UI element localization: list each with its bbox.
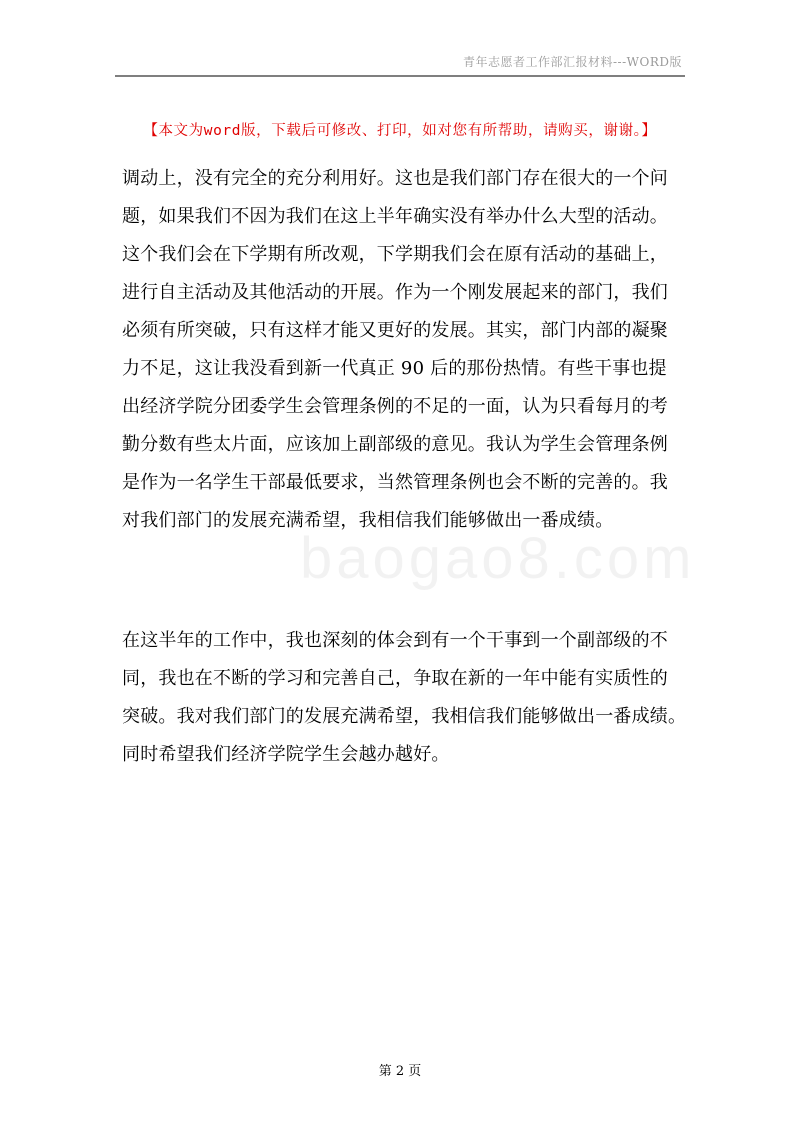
document-header-title: 青年志愿者工作部汇报材料---WORD版 <box>463 55 682 69</box>
paragraph-2 <box>122 622 686 774</box>
paragraph-line: 同，我也在不断的学习和完善自己，争取在新的一年中能有实质性的 <box>122 668 668 689</box>
paragraph-line: 勤分数有些太片面，应该加上副部级的意见。我认为学生会管理条例 <box>122 434 668 455</box>
paragraph-line: 是作为一名学生干部最低要求，当然管理条例也会不断的完善的。我 <box>122 472 668 493</box>
paragraph-line: 同时希望我们经济学院学生会越办越好。 <box>122 744 450 765</box>
paragraph-line: 进行自主活动及其他活动的开展。作为一个刚发展起来的部门，我们 <box>122 282 668 303</box>
header-divider <box>115 75 685 77</box>
paragraph-1 <box>122 160 686 540</box>
paragraph-line: 题，如果我们不因为我们在这上半年确实没有举办什么大型的活动。 <box>122 206 668 227</box>
watermark: baogao8.com <box>300 526 696 591</box>
paragraph-line: 必须有所突破，只有这样才能又更好的发展。其实，部门内部的凝聚 <box>122 320 668 341</box>
purchase-notice: 【本文为word版，下载后可修改、打印，如对您有所帮助，请购买，谢谢。】 <box>143 123 657 139</box>
paragraph-line: 突破。我对我们部门的发展充满希望，我相信我们能够做出一番成绩。 <box>122 706 687 727</box>
paragraph-line: 力不足，这让我没看到新一代真正 90 后的那份热情。有些干事也提 <box>122 358 667 379</box>
paragraph-line: 这个我们会在下学期有所改观，下学期我们会在原有活动的基础上， <box>122 244 668 265</box>
paragraph-line: 对我们部门的发展充满希望，我相信我们能够做出一番成绩。 <box>122 510 614 531</box>
page-number: 第 2 页 <box>378 1064 422 1079</box>
paragraph-line: 调动上，没有完全的充分利用好。这也是我们部门存在很大的一个问 <box>122 168 668 189</box>
paragraph-line: 在这半年的工作中，我也深刻的体会到有一个干事到一个副部级的不 <box>122 630 668 651</box>
paragraph-line: 出经济学院分团委学生会管理条例的不足的一面，认为只看每月的考 <box>122 396 668 417</box>
